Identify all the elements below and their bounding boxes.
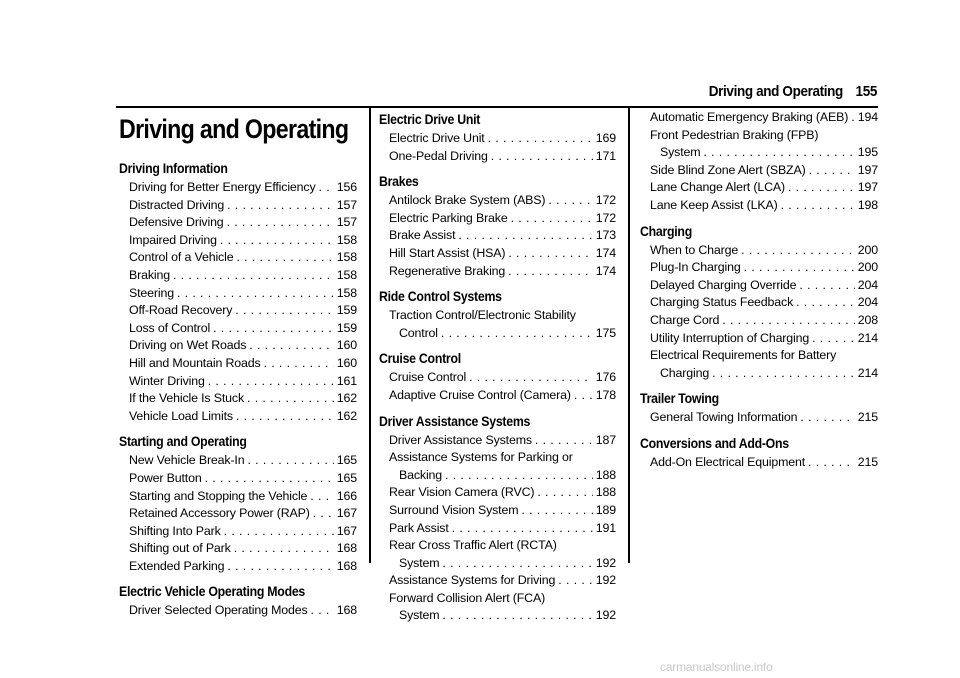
toc-entry-title: New Vehicle Break-In <box>129 453 245 468</box>
dot-leader <box>247 452 333 470</box>
dot-leader <box>558 572 593 590</box>
toc-entry-title: Lane Keep Assist (LKA) <box>650 197 778 212</box>
toc-entry[interactable] <box>119 249 357 267</box>
dot-leader <box>224 523 334 541</box>
toc-page-number: 172 <box>595 193 616 208</box>
toc-entry-title: Off-Road Recovery <box>129 303 233 318</box>
section-entries <box>119 179 357 425</box>
toc-entry-title: Power Button <box>129 470 202 485</box>
dot-leader <box>208 373 334 391</box>
dot-leader <box>808 454 855 472</box>
toc-entry-title: Electric Parking Brake <box>389 210 508 225</box>
toc-page-number: 168 <box>336 558 357 573</box>
toc-entry[interactable] <box>119 452 357 470</box>
toc-page-number: 188 <box>595 485 616 500</box>
toc-page-number: 189 <box>595 502 616 517</box>
toc-page-number: 215 <box>857 454 878 469</box>
toc-entry-title: Electric Drive Unit <box>389 131 485 145</box>
toc-entry-title: Control of a Vehicle <box>129 250 234 265</box>
toc-entry-title: Rear Cross Traffic Alert (RCTA) <box>389 538 557 553</box>
toc-page-number: 169 <box>595 131 616 145</box>
toc-entry[interactable] <box>640 330 878 348</box>
toc-entry-title: Hill and Mountain Roads <box>129 355 261 370</box>
toc-page-number: 158 <box>336 250 357 265</box>
toc-entry[interactable] <box>119 505 357 523</box>
section-heading: Electric Drive Unit <box>379 111 481 127</box>
section-entries <box>379 307 616 342</box>
toc-entry-title: Defensive Driving <box>129 215 224 230</box>
toc-entry-continued[interactable] <box>640 365 878 383</box>
dot-leader <box>213 320 334 338</box>
toc-entry[interactable] <box>640 409 878 427</box>
toc-entry[interactable] <box>379 387 616 405</box>
toc-entry[interactable] <box>640 312 878 330</box>
toc-entry[interactable] <box>119 197 357 215</box>
dot-leader <box>781 197 855 215</box>
dot-leader <box>313 505 334 523</box>
header-rule <box>116 106 878 108</box>
section-heading: Starting and Operating <box>119 433 247 450</box>
toc-page-number: 178 <box>595 387 616 402</box>
running-header <box>88 83 877 105</box>
toc-entry[interactable] <box>640 294 878 312</box>
toc-entry[interactable] <box>379 307 616 325</box>
watermark: carmanualsonline.info <box>660 660 773 674</box>
dot-leader <box>458 227 592 245</box>
toc-entry[interactable] <box>640 197 878 215</box>
dot-leader <box>796 294 855 312</box>
toc-entry-title: Winter Driving <box>129 373 205 388</box>
toc-page-number: 159 <box>336 303 357 318</box>
toc-page-number: 166 <box>336 488 357 503</box>
toc-page-number: 194 <box>857 110 878 124</box>
section-entries <box>379 192 616 280</box>
toc-page-number: 161 <box>336 373 357 388</box>
dot-leader <box>521 502 592 520</box>
toc-entry-title: Driver Selected Operating Modes <box>129 603 308 618</box>
toc-entry-title: Shifting Into Park <box>129 523 221 538</box>
toc-column-2 <box>379 109 616 631</box>
section-heading: Driving Information <box>119 160 228 176</box>
toc-entry-title: Electrical Requirements for Battery <box>650 348 837 363</box>
toc-entry-title: Braking <box>129 267 170 282</box>
toc-entry[interactable] <box>379 502 616 520</box>
section-heading: Cruise Control <box>379 350 461 367</box>
toc-entry[interactable] <box>119 488 357 506</box>
toc-page-number: 157 <box>336 197 357 212</box>
dot-leader <box>235 302 333 320</box>
toc-entry-title: Front Pedestrian Braking (FPB) <box>650 127 819 142</box>
toc-entry[interactable] <box>379 520 616 538</box>
dot-leader <box>441 325 593 343</box>
toc-page-number: 192 <box>595 608 616 623</box>
dot-leader <box>442 555 592 573</box>
dot-leader <box>236 249 333 267</box>
section-heading: Ride Control Systems <box>379 288 502 305</box>
dot-leader <box>788 179 855 197</box>
toc-entry-title: Forward Collision Alert (FCA) <box>389 590 546 605</box>
dot-leader <box>310 488 333 506</box>
toc-entry[interactable] <box>379 590 616 608</box>
toc-page-number: 175 <box>595 325 616 340</box>
toc-entry-title: Driving on Wet Roads <box>129 338 247 353</box>
toc-page-number: 188 <box>595 467 616 482</box>
toc-entry-title: Impaired Driving <box>129 232 217 247</box>
dot-leader <box>722 312 854 330</box>
toc-page-number: 198 <box>857 197 878 212</box>
toc-entry-title: Retained Accessory Power (RAP) <box>129 506 310 521</box>
toc-entry[interactable] <box>379 537 616 555</box>
dot-leader <box>469 369 593 387</box>
toc-entry[interactable] <box>379 369 616 387</box>
toc-entry[interactable] <box>379 572 616 590</box>
toc-entry[interactable] <box>119 285 357 303</box>
toc-page-number: 168 <box>336 603 357 618</box>
dot-leader <box>744 259 855 277</box>
toc-page-number: 200 <box>857 260 878 275</box>
dot-leader <box>319 179 334 197</box>
toc-entry-title: When to Charge <box>650 242 739 257</box>
chapter-title: Driving and Operating <box>119 114 349 144</box>
dot-leader <box>311 602 334 620</box>
toc-entry[interactable] <box>119 179 357 197</box>
toc-entry[interactable] <box>640 277 878 295</box>
toc-entry[interactable] <box>379 130 616 148</box>
toc-entry[interactable] <box>119 523 357 541</box>
toc-entry-title: Brake Assist <box>389 228 456 243</box>
section-heading: Conversions and Add-Ons <box>640 434 789 451</box>
toc-entry[interactable] <box>379 245 616 263</box>
toc-page-number: 214 <box>857 365 878 380</box>
toc-entry-title-cont: System <box>399 608 440 623</box>
toc-page-number: 174 <box>595 263 616 278</box>
dot-leader <box>442 607 592 625</box>
toc-page-number: 158 <box>336 232 357 247</box>
toc-entry-title: Steering <box>129 285 174 300</box>
section-entries <box>379 369 616 404</box>
dot-leader <box>574 387 593 405</box>
dot-leader <box>452 520 593 538</box>
toc-entry-title: Delayed Charging Override <box>650 277 797 292</box>
dot-leader <box>227 197 334 215</box>
dot-leader <box>508 263 593 281</box>
toc-entry-title: Hill Start Assist (HSA) <box>389 245 506 260</box>
toc-entry-continued[interactable] <box>379 555 616 573</box>
toc-page-number: 204 <box>857 277 878 292</box>
toc-page-number: 165 <box>336 470 357 485</box>
toc-page-number: 158 <box>336 267 357 282</box>
toc-page-number: 214 <box>857 330 878 345</box>
toc-page-number: 197 <box>857 162 878 177</box>
toc-entry-title: Extended Parking <box>129 558 225 573</box>
toc-entry-title: Shifting out of Park <box>129 541 231 556</box>
toc-page-number: 171 <box>595 148 616 163</box>
toc-page-number: 174 <box>595 245 616 260</box>
section-entries <box>119 452 357 575</box>
toc-entry-title: Assistance Systems for Driving <box>389 573 556 588</box>
toc-page-number: 160 <box>336 355 357 370</box>
toc-entry-title: One-Pedal Driving <box>389 148 488 163</box>
dot-leader <box>741 242 855 260</box>
toc-page-number: 176 <box>595 370 616 385</box>
toc-page-number: 192 <box>595 555 616 570</box>
dot-leader <box>445 467 593 485</box>
toc-entry-title: Utility Interruption of Charging <box>650 330 810 345</box>
toc-page-number: 162 <box>336 391 357 406</box>
toc-page-number: 195 <box>857 145 878 160</box>
toc-entry-continued[interactable] <box>640 144 878 162</box>
toc-entry[interactable] <box>119 214 357 232</box>
dot-leader <box>851 109 855 127</box>
toc-entry[interactable] <box>640 127 878 145</box>
toc-entry-title: Adaptive Cruise Control (Camera) <box>389 387 571 402</box>
toc-page-number: 173 <box>595 228 616 243</box>
dot-leader <box>812 330 855 348</box>
toc-entry[interactable] <box>640 179 878 197</box>
toc-entry[interactable] <box>379 449 616 467</box>
dot-leader <box>227 214 334 232</box>
toc-entry-title: Driving for Better Energy Efficiency <box>129 180 316 194</box>
toc-entry[interactable] <box>640 242 878 260</box>
column-divider-2 <box>628 107 630 563</box>
section-entries <box>119 602 357 620</box>
toc-entry-title: Charging Status Feedback <box>650 295 794 310</box>
toc-entry-title: Loss of Control <box>129 320 211 335</box>
section-entries <box>640 454 878 472</box>
toc-entry-title: Plug-In Charging <box>650 260 741 275</box>
toc-entry-title: Assistance Systems for Parking or <box>389 450 573 465</box>
toc-entry-title: Traction Control/Electronic Stability <box>389 308 576 323</box>
dot-leader <box>511 210 593 228</box>
toc-entry[interactable] <box>379 210 616 228</box>
section-entries <box>379 130 616 165</box>
toc-entry[interactable] <box>640 347 878 365</box>
dot-leader <box>205 470 334 488</box>
toc-entry-title: If the Vehicle Is Stuck <box>129 391 245 406</box>
toc-entry[interactable] <box>119 267 357 285</box>
toc-entry-title-cont: System <box>399 555 440 570</box>
toc-entry-title: Add-On Electrical Equipment <box>650 454 806 469</box>
dot-leader <box>234 540 334 558</box>
toc-entry-continued[interactable] <box>379 467 616 485</box>
toc-page-number: 172 <box>595 210 616 225</box>
dot-leader <box>809 162 855 180</box>
dot-leader <box>249 337 333 355</box>
toc-entry-title: Rear Vision Camera (RVC) <box>389 485 535 500</box>
toc-page-number: 160 <box>336 338 357 353</box>
section-entries <box>640 109 878 215</box>
section-heading: Trailer Towing <box>640 390 719 407</box>
toc-entry-title: Vehicle Load Limits <box>129 408 233 423</box>
toc-entry-title: Charge Cord <box>650 312 720 327</box>
toc-entry[interactable] <box>379 432 616 450</box>
toc-page-number: 208 <box>857 312 878 327</box>
toc-entry[interactable] <box>640 454 878 472</box>
toc-entry[interactable] <box>119 602 357 620</box>
toc-entry-title: Antilock Brake System (ABS) <box>389 193 546 208</box>
toc-page-number: 157 <box>336 215 357 230</box>
section-entries <box>640 409 878 427</box>
toc-entry-title: Distracted Driving <box>129 197 225 212</box>
toc-entry-title: Cruise Control <box>389 370 467 385</box>
toc-entry[interactable] <box>119 355 357 373</box>
toc-entry-title: Surround Vision System <box>389 502 519 517</box>
dot-leader <box>264 355 334 373</box>
toc-page-number: 158 <box>336 285 357 300</box>
toc-page-number: 159 <box>336 320 357 335</box>
toc-page-number: 200 <box>857 242 878 257</box>
toc-entry-title-cont: Charging <box>660 365 710 380</box>
toc-page-number: 204 <box>857 295 878 310</box>
toc-page-number: 156 <box>336 180 357 194</box>
section-entries <box>379 432 616 626</box>
toc-entry[interactable] <box>379 192 616 210</box>
toc-entry-title-cont: Control <box>399 325 438 340</box>
toc-entry[interactable] <box>379 263 616 281</box>
toc-column-3 <box>640 109 878 478</box>
toc-entry[interactable] <box>119 408 357 426</box>
toc-entry-title-cont: Backing <box>399 467 443 482</box>
toc-entry[interactable] <box>119 470 357 488</box>
section-heading: Brakes <box>379 173 419 190</box>
toc-entry-title: Lane Change Alert (LCA) <box>650 180 785 195</box>
toc-entry-title: Side Blind Zone Alert (SBZA) <box>650 162 806 177</box>
dot-leader <box>247 390 334 408</box>
dot-leader <box>537 484 592 502</box>
dot-leader <box>548 192 592 210</box>
toc-page-number: 167 <box>336 506 357 521</box>
toc-entry[interactable] <box>640 109 878 127</box>
toc-column-1 <box>119 110 357 626</box>
toc-entry-continued[interactable] <box>379 607 616 625</box>
dot-leader <box>800 409 854 427</box>
toc-page-number: 167 <box>336 523 357 538</box>
page-number: 155 <box>855 83 877 100</box>
toc-entry[interactable] <box>119 302 357 320</box>
toc-entry[interactable] <box>640 162 878 180</box>
toc-entry[interactable] <box>119 320 357 338</box>
dot-leader <box>227 558 333 576</box>
dot-leader <box>220 232 334 250</box>
toc-page-number: 165 <box>336 453 357 468</box>
dot-leader <box>712 365 855 383</box>
toc-page-number: 187 <box>595 432 616 447</box>
toc-entry[interactable] <box>119 390 357 408</box>
toc-page-number: 215 <box>857 410 878 425</box>
toc-entry-title: Regenerative Braking <box>389 263 506 278</box>
toc-entry-continued[interactable] <box>379 325 616 343</box>
toc-entry-title: Starting and Stopping the Vehicle <box>129 488 308 503</box>
toc-page-number: 197 <box>857 180 878 195</box>
toc-page-number: 191 <box>595 520 616 535</box>
column-divider-1 <box>369 107 371 563</box>
dot-leader <box>236 408 334 426</box>
dot-leader <box>177 285 334 303</box>
section-heading: Charging <box>640 222 692 239</box>
dot-leader <box>535 432 593 450</box>
toc-entry[interactable] <box>119 232 357 250</box>
dot-leader <box>799 277 854 295</box>
toc-entry[interactable] <box>119 558 357 576</box>
toc-entry-title: Driver Assistance Systems <box>389 432 532 447</box>
dot-leader <box>703 144 854 162</box>
toc-entry[interactable] <box>640 259 878 277</box>
section-entries <box>640 242 878 383</box>
dot-leader <box>491 148 593 166</box>
toc-entry-title-cont: System <box>660 145 701 160</box>
toc-entry-title: Park Assist <box>389 520 449 535</box>
toc-entry[interactable] <box>379 227 616 245</box>
toc-entry-title: Automatic Emergency Braking (AEB) <box>650 110 849 124</box>
toc-entry[interactable] <box>119 373 357 391</box>
dot-leader <box>508 245 592 263</box>
toc-entry[interactable] <box>379 484 616 502</box>
section-heading: Driver Assistance Systems <box>379 412 531 429</box>
dot-leader <box>488 130 593 148</box>
toc-entry[interactable] <box>119 540 357 558</box>
dot-leader <box>173 267 334 285</box>
toc-entry[interactable] <box>119 337 357 355</box>
toc-entry[interactable] <box>379 148 616 166</box>
toc-entry-title: General Towing Information <box>650 410 798 425</box>
section-heading: Electric Vehicle Operating Modes <box>119 583 306 600</box>
toc-page-number: 162 <box>336 408 357 423</box>
toc-page-number: 168 <box>336 541 357 556</box>
running-header-title: Driving and Operating <box>708 83 843 100</box>
toc-page-number: 192 <box>595 573 616 588</box>
